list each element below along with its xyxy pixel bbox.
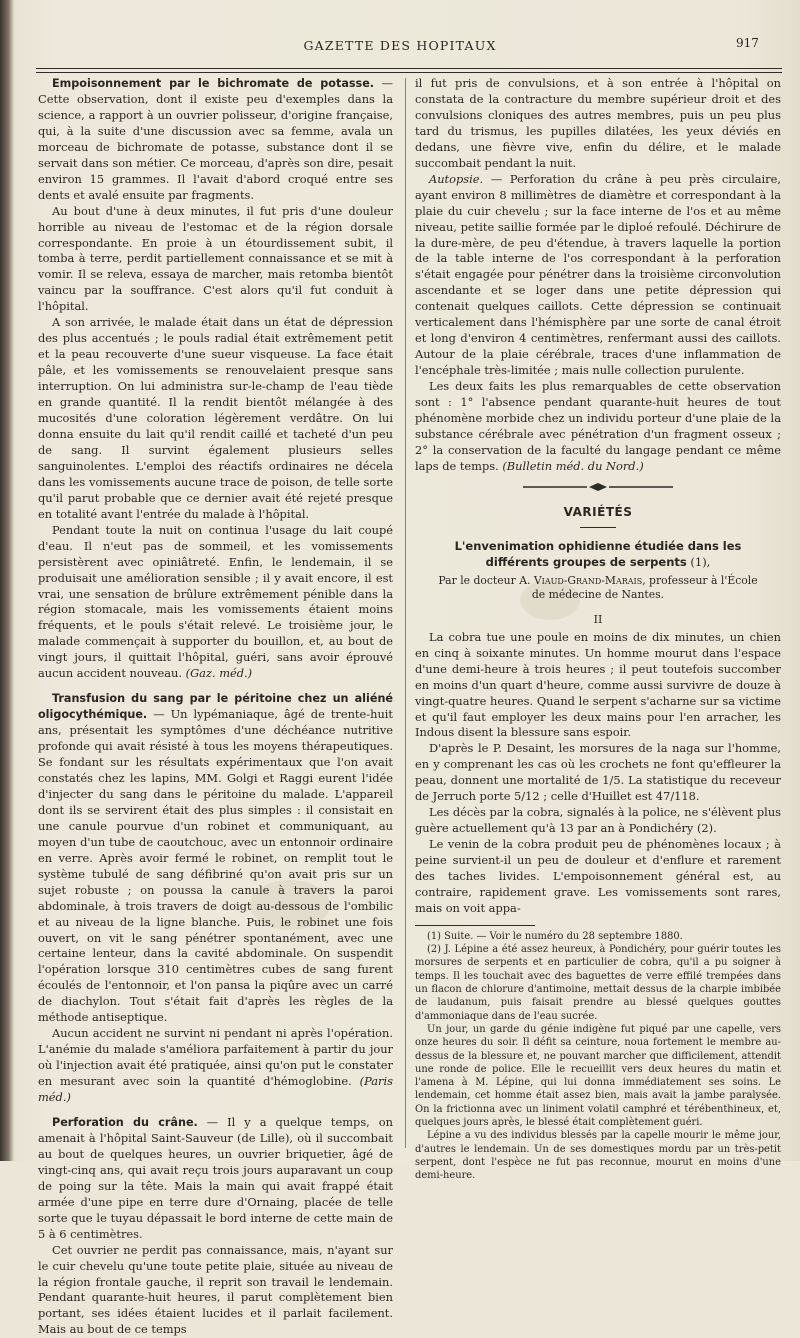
article-paragraph: La cobra tue une poule en moins de dix minutes, un chien en cinq à soixante minutes. Un homme mourut dans l'espace d'une demi-heure à trois heures ; il peut toutefois succomber en moins d'un quart d'heure, comme aussi survivre de douze à vingt-quatre heures. Quand le serpent s'acharne sur sa victime et qu'il faut employer les deux mains pour l'en arracher, les Indous disent la blessure sans espoir. — [415, 629, 781, 740]
page-binding-edge — [0, 0, 14, 1161]
source-citation: (Paris méd.) — [38, 1074, 393, 1105]
footnotes — [415, 930, 781, 1183]
page-number: 917 — [736, 36, 759, 50]
article-paragraph: Pendant toute la nuit on continua l'usage du lait coupé d'eau. Il n'eut pas de sommeil, et les vomissements persistèrent avec opiniâtreté. Enfin, le lendemain, il se produisait une amélioration sensible ; il y avait encore, il est vrai, une sensation de brûlure extrêmement pénible dans la région stomacale, mais les vomissements étaient moins fréquents, et le pouls s'était relevé. Le troisième jour, le malade commençait à supporter du bouillon, et, au bout de vingt jours, il quittait l'hôpital, guéri, sans avoir éprouvé aucun accident nouveau. (Gaz. méd.) — [38, 522, 393, 681]
autopsie-label: Autopsie. — [429, 171, 484, 186]
article-title: Transfusion du sang par le péritoine chez un aliéné oligocythémique. — [38, 692, 393, 722]
section-rule — [580, 527, 616, 528]
article-paragraph: A son arrivée, le malade était dans un état de dépression des plus accentués ; le pouls radial était extrêmement petit et la peau recouverte d'une sueur visqueuse. La face était pâle, et les vomissements se renouvelaient presque sans interruption. On lui administra sur-le-champ de l'eau tiède en grande quantité. Il la rendit bientôt mélangée à des mucosités d'une coloration légèrement verdâtre. On lui donna ensuite du lait qu'il rendit caillé et tacheté d'un peu de sang. Il survint également plusieurs selles sanguinolentes. L'emploi des réactifs ordinaires ne décela dans les vomissements aucune trace de poison, de telle sorte qu'il parut probable que ce dernier avait été rejeté presque en totalité avant l'entrée du malade à l'hôpital. — [38, 315, 393, 521]
author-line: Par le docteur A. Viaud-Grand-Marais, professeur à l'École de médecine de Nantes. — [438, 573, 758, 601]
article-paragraph: D'après le P. Desaint, les morsures de la naga sur l'homme, en y comprenant les cas où les crochets ne font qu'effleurer la peau, donnent une mortalité de 1/5. La statistique du receveur de Jerruch porte 5/12 ; celle d'Huillet est 47/118. — [415, 741, 781, 804]
footnote: Lépine a vu des individus blessés par la capelle mourir le même jour, d'autres le lendemain. Un de ses domestiques mordu par un très-petit serpent, dont l'espèce ne fut pas reconnue, mourut en moins d'une demi-heure. — [415, 1130, 781, 1182]
article-paragraph: Cet ouvrier ne perdit pas connaissance, mais, n'ayant sur le cuir chevelu qu'une toute petite plaie, située au niveau de la région frontale gauche, il reprit son travail le lendemain. Pendant quarante-huit heures, il parut complètement bien portant, ses idées étaient lucides et il parlait facilement. Mais au bout de ce temps — [38, 1242, 393, 1337]
author-name: Viaud-Grand-Marais — [533, 573, 643, 587]
left-column — [38, 76, 393, 1338]
article-paragraph: Le venin de la cobra produit peu de phénomènes locaux ; à peine survient-il un peu de douleur et d'enflure et rarement des taches livides. L'empoisonnement général est, au contraire, rapidement grave. Les vomissements sont rares, mais on voit appa- — [415, 837, 781, 915]
article-paragraph: Perforation du crâne. — Il y a quelque temps, on amenait à l'hôpital Saint-Sauveur (de Lille), où il succombait au bout de quelques heures, un ouvrier briquetier, âgé de vingt-cinq ans, qui avait reçu trois jours auparavant un coup de poing sur la tête. Mais la main qui avait frappé était armée d'une pipe en terre dure d'Ornaing, placée de telle sorte que le tuyau dépassait le bord interne de cette main de 5 à 6 centimètres. — [38, 1115, 393, 1241]
article-title: Perforation du crâne. — [52, 1116, 198, 1129]
source-citation: (Gaz. méd.) — [185, 666, 253, 681]
footnote: Un jour, un garde du génie indigène fut piqué par une capelle, vers onze heures du soir. Il défit sa ceinture, noua fortement le membre au-dessus de la blessure et, ne pouvant marcher que difficilement, attendit une ronde de police. Elle le recueillit vers deux heures du matin et l'amena à M. Lépine, qui lui donna immédiatement ses soins. Le lendemain, cet homme était assez bien, mais avait la jambe paralysée. On la frictionna avec un liniment volatil camphré et térébenthineux, et, quelques jours après, le blessé était complètement guéri. — [415, 1023, 781, 1129]
header-rule — [36, 68, 782, 69]
source-citation: (Bulletin méd. du Nord.) — [502, 458, 644, 473]
part-number: II — [593, 612, 603, 626]
footnote: (1) Suite. — Voir le numéro du 28 septembre 1880. — [427, 930, 683, 942]
footnote: (2) J. Lépine a été assez heureux, à Pondichéry, pour guérir toutes les morsures de serpents et en particulier de cobra, qu'il a pu soigner à temps. Il les touchait avec des baguettes de verre effilé trempées dans un flacon de chlorure d'antimoine, mettait dessus de la charpie imbibée de laudanum, puis faisait prendre au blessé quelques gouttes d'ammoniaque dans de l'eau sucrée. — [415, 944, 781, 1022]
running-header: GAZETTE DES HOPITAUX — [303, 38, 497, 53]
article-paragraph: Les deux faits les plus remarquables de cette observation sont : 1° l'absence pendant quarante-huit heures de tout phénomène morbide chez un individu porteur d'une plaie de la substance cérébrale avec pénétration d'un fragment osseux ; 2° la conservation de la faculté du langage pendant ce même laps de temps. (Bulletin méd. du Nord.) — [415, 379, 781, 473]
ornamental-divider — [523, 483, 673, 491]
article-paragraph: Transfusion du sang par le péritoine chez un aliéné oligocythémique. — Un lypémaniaque, âgé de trente-huit ans, présentait les symptômes d'une déchéance nutritive profonde qui avait résisté à tous les moyens thérapeutiques. Se fondant sur les résultats expérimentaux que l'on avait constatés chez les lapins, MM. Golgi et Raggi eurent l'idée d'injecter du sang dans le péritoine du malade. L'appareil dont ils se servirent était des plus simples : il consistait en une canule pourvue d'un robinet et communiquant, au moyen d'un tube de caoutchouc, avec un entonnoir ordinaire en verre. Après avoir fermé le robinet, on remplit tout le système tubulé de sang défibriné qu'on avait pris sur un sujet robuste ; on poussa la canule à travers la paroi abdominale, à trois travers de doigt au-dessous de l'ombilic et au niveau de la ligne blanche. Puis, le robinet une fois ouvert, on vit le sang pénétrer spontanément, avec une certaine lenteur, dans la cavité abdominale. On suspendit l'opération lorsque 310 centimètres cubes de sang furent écoulés de l'entonnoir, et l'on pansa la piqûre avec un carré de diachylon. Tout s'était fait d'après les règles de la méthode antiseptique. — [38, 692, 393, 1025]
footnote-rule — [415, 925, 535, 926]
section-title: VARIÉTÉS — [563, 504, 633, 519]
article-paragraph: Autopsie. — Perforation du crâne à peu près circulaire, ayant environ 8 millimètres de diamètre et correspondant à la plaie du cuir chevelu ; sur la face interne de l'os et au même niveau, petite saillie formée par le diploé refoulé. Déchirure de la dure-mère, de peu d'étendue, à travers laquelle la portion de la table interne de l'os correspondant à la perforation s'était engagée pour pénétrer dans la troisième circonvolution ascendante et se loger dans une petite dépression qui contenait quelques caillots. Cette dépression se continuait verticalement dans l'hémisphère par une sorte de canal étroit et long d'environ 4 centimètres, renfermant aussi des caillots. Autour de la plaie cérébrale, traces d'une inflammation de l'encéphale très-limitée ; mais nulle collection purulente. — [415, 171, 781, 378]
column-separator — [405, 78, 406, 1148]
article-paragraph: Les décès par la cobra, signalés à la police, ne s'élèvent plus guère actuellement qu'à 13 par an à Pondichéry (2). — [415, 805, 781, 836]
article-title: L'envenimation ophidienne étudiée dans les différents groupes de serpents (1), — [454, 538, 742, 569]
right-column — [415, 76, 781, 1183]
article-title: Empoisonnement par le bichromate de potasse. — [52, 77, 375, 90]
article-paragraph: Au bout d'une à deux minutes, il fut pris d'une douleur horrible au niveau de l'estomac et de la région dorsale correspondante. En proie à un étourdissement subit, il tomba à terre, perdit partiellement connaissance et se mit à vomir. Il se releva, essaya de marcher, mais retomba bientôt vaincu par la souffrance. C'est alors qu'il fut conduit à l'hôpital. — [38, 203, 393, 314]
article-paragraph: il fut pris de convulsions, et à son entrée à l'hôpital on constata de la contracture du membre supérieur droit et des convulsions cloniques des autres membres, puis un peu plus tard du trismus, les pupilles dilatées, les yeux déviés en dedans, une fièvre vive, enfin du délire, et le malade succombait pendant la nuit. — [415, 76, 781, 170]
article-paragraph: Aucun accident ne survint ni pendant ni après l'opération. L'anémie du malade s'améliora parfaitement à partir du jour où l'injection avait été pratiquée, ainsi qu'on put le constater en mesurant avec soin la quantité d'hémoglobine. (Paris méd.) — [38, 1026, 393, 1105]
header-rule-double — [36, 72, 782, 73]
article-paragraph: Empoisonnement par le bichromate de potasse. — Cette observation, dont il existe peu d'exemples dans la science, a rapport à un ouvrier polisseur, d'origine française, qui, à la suite d'une discussion avec sa femme, avala un morceau de bichromate de potasse, substance dont il se servait dans son métier. Ce morceau, d'après son dire, pesait environ 15 grammes. Il l'avait d'abord croqué entre ses dents et avalé ensuite par fragments. — [38, 76, 393, 202]
